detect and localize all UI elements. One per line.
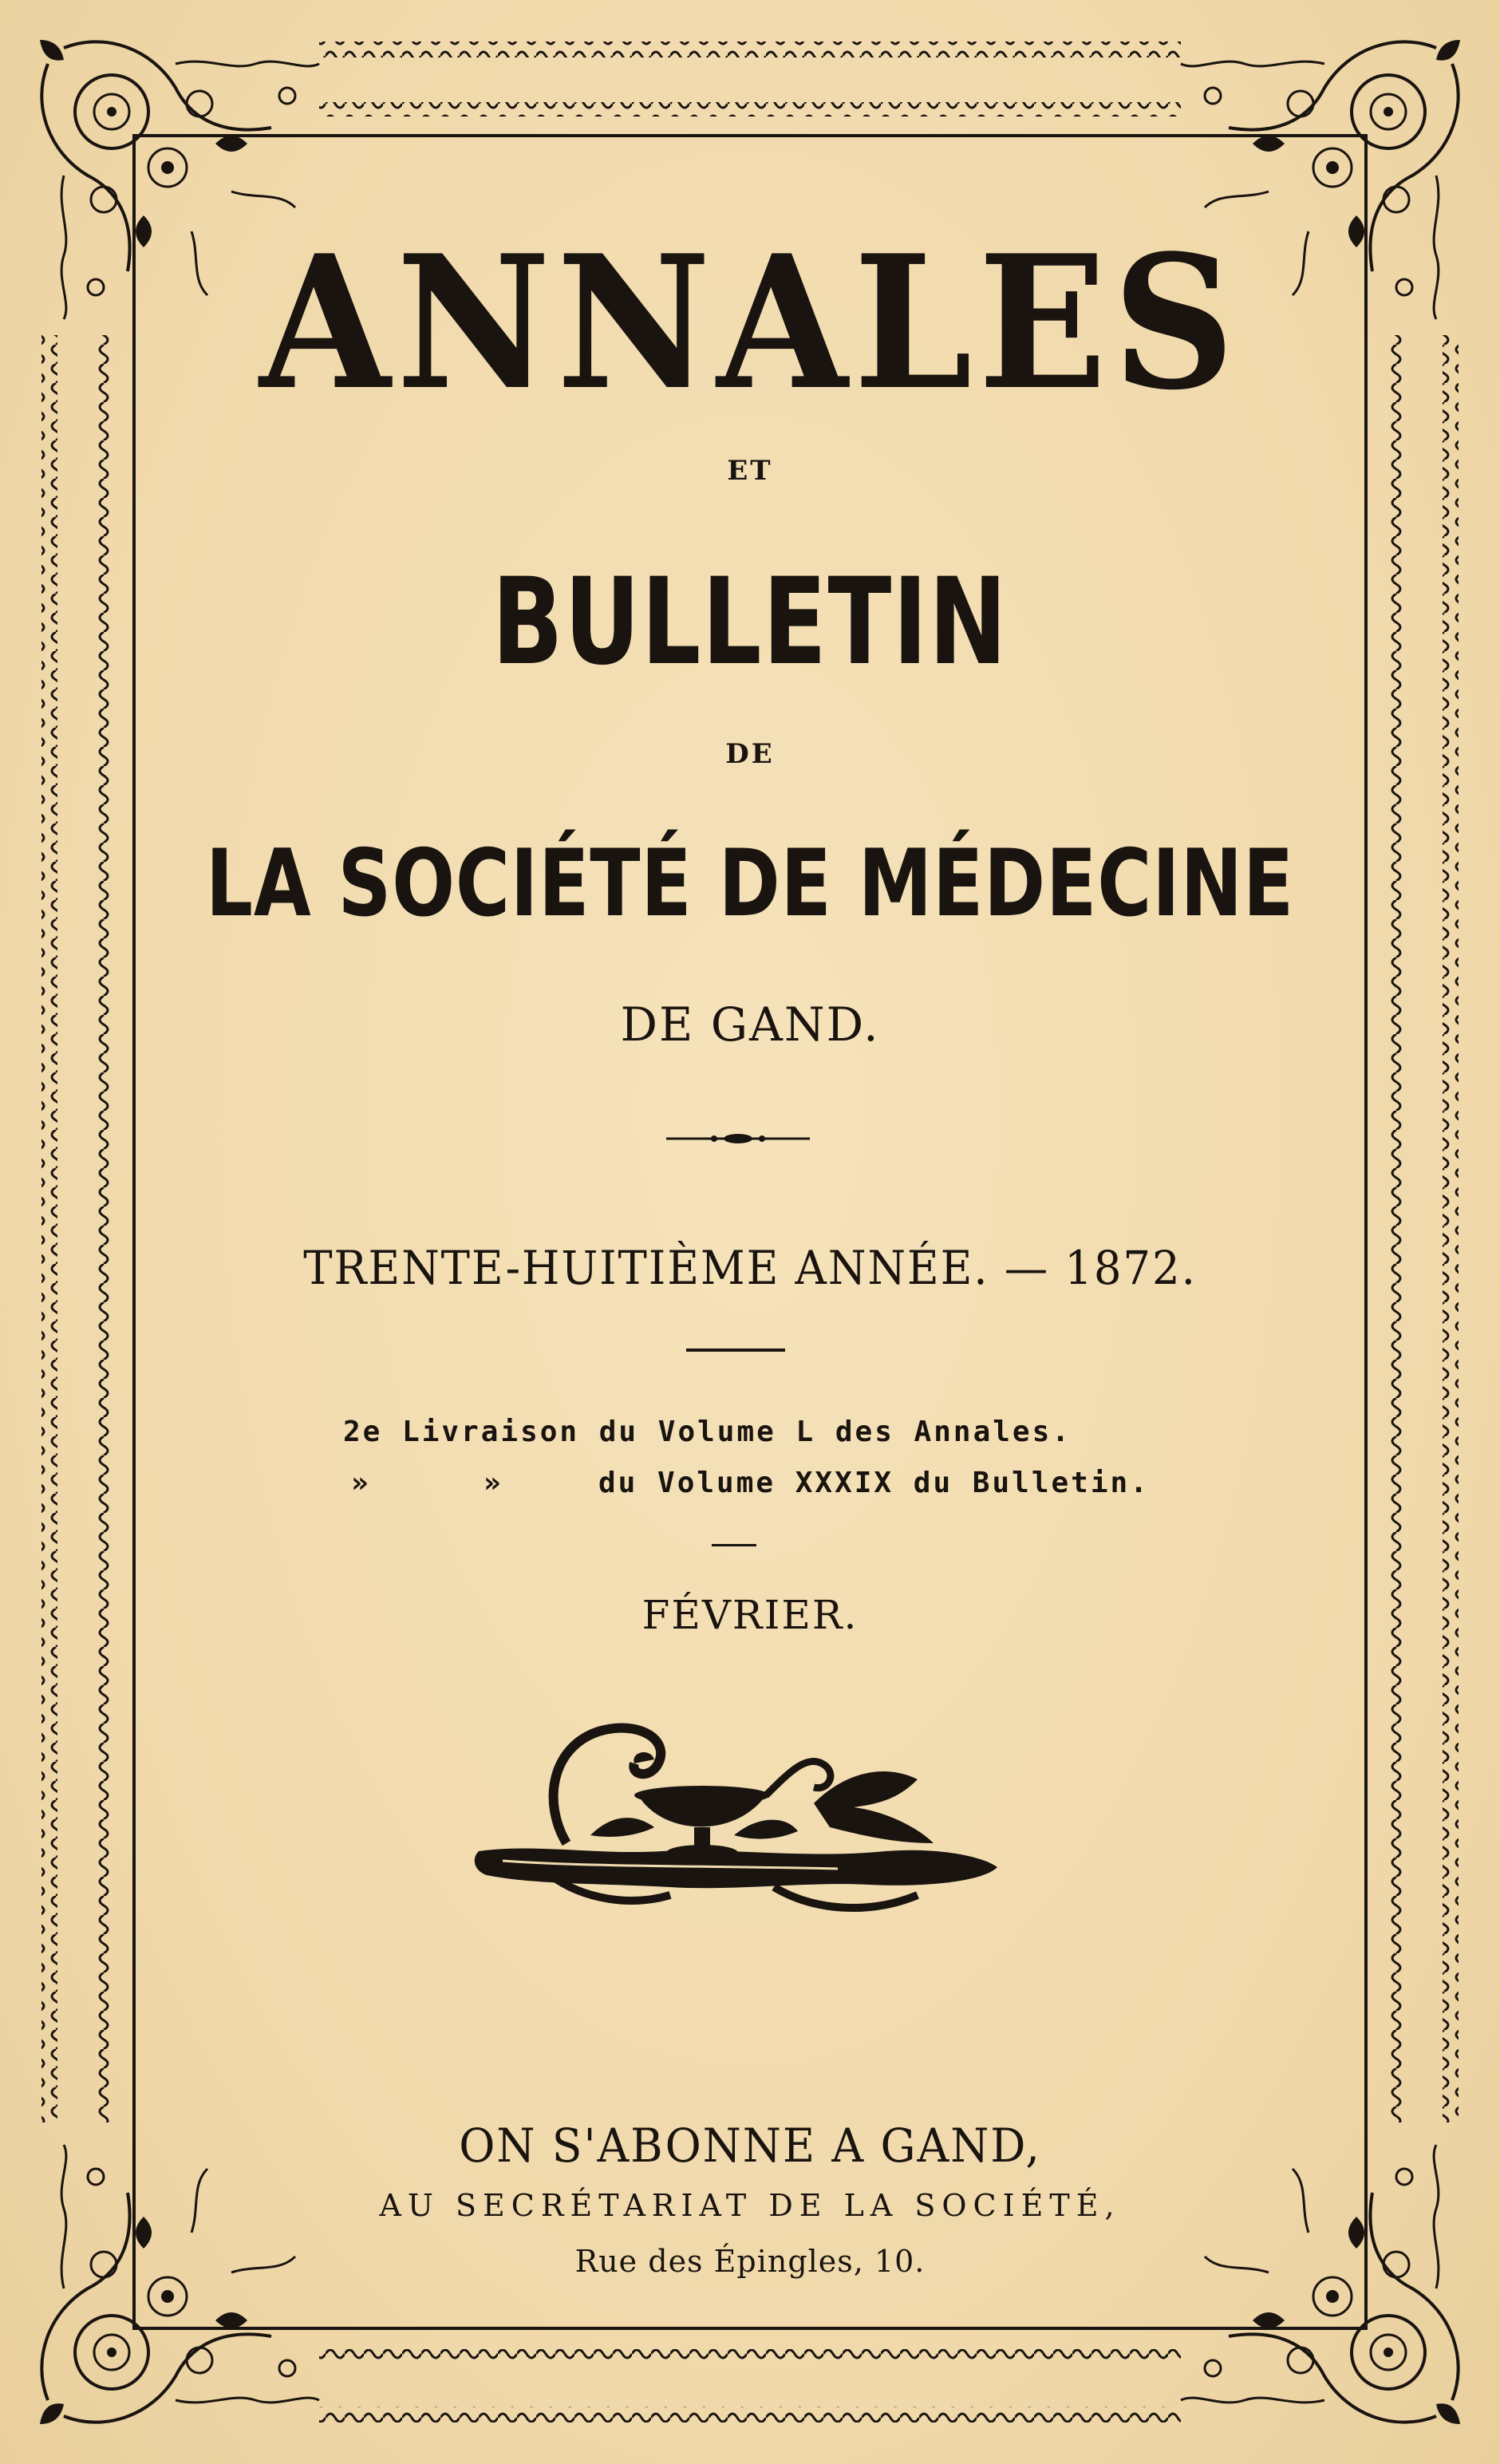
address-line: Rue des Épingles, 10. — [574, 2244, 926, 2279]
ditto-mark: » — [484, 1467, 503, 1499]
ditto-mark: » — [351, 1467, 371, 1499]
delivery-line-bulletin: du Volume XXXIX du Bulletin. — [598, 1467, 1150, 1499]
delivery-line-annales: 2e Livraison du Volume L des Annales. — [343, 1416, 1072, 1448]
month-label: FÉVRIER. — [641, 1592, 859, 1638]
lamp-serpent-emblem — [471, 1716, 1005, 1939]
city-line: DE GAND. — [620, 997, 880, 1052]
short-divider — [712, 1544, 756, 1546]
connector-et: ET — [727, 455, 773, 487]
subscription-line: ON S'ABONNE A GAND, — [459, 2118, 1041, 2173]
office-line: AU SECRÉTARIAT DE LA SOCIÉTÉ, — [379, 2188, 1121, 2223]
divider-rule — [686, 1348, 785, 1352]
title-annales: ANNALES — [259, 215, 1241, 431]
title-bulletin: BULLETIN — [491, 553, 1009, 692]
connector-de: DE — [725, 738, 775, 770]
ornamental-rule — [666, 1129, 810, 1148]
society-name: LA SOCIÉTÉ DE MÉDECINE — [205, 830, 1295, 938]
year-line: TRENTE-HUITIÈME ANNÉE. — 1872. — [303, 1241, 1197, 1295]
